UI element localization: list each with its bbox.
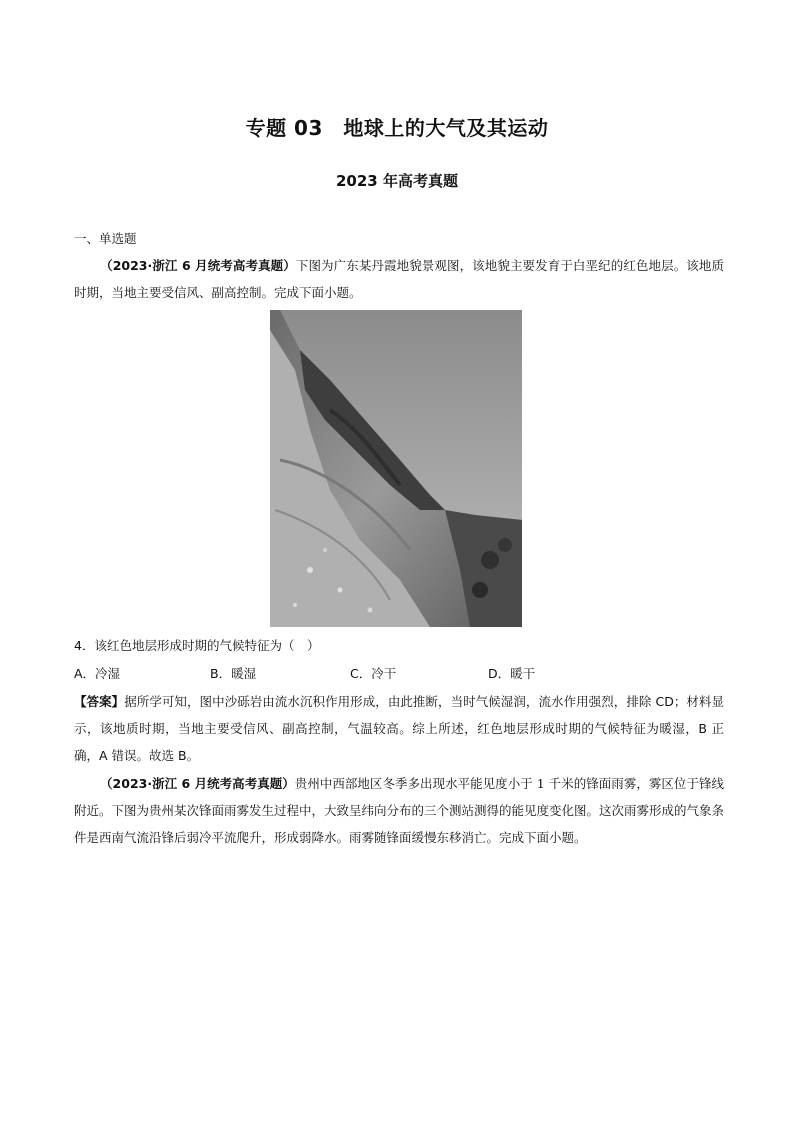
page-subtitle: 2023 年高考真题 [336,172,458,190]
answer-text: 据所学可知，图中沙砾岩由流水沉积作用形成，由此推断，当时气候湿润，流水作用强烈，排除 CD；材料显示，该地质时期，当地主要受信风、副高控制，气温较高。综上所述，红色地层形成时期的气候特征为暖湿，B 正确，A 错误。故选 B。 [74,694,724,763]
answer-block [74,688,724,769]
section-heading: 一、单选题 [74,231,137,246]
option-a[interactable]: A．冷湿 [74,666,121,681]
intro-text-2: 贵州中西部地区冬季多出现水平能见度小于 1 千米的锋面雨雾，雾区位于锋线附近。下图为贵州某次锋面雨雾发生过程中，大致呈纬向分布的三个测站测得的能见度变化图。这次雨雾形成的气象条件是西南气流沿锋后弱冷平流爬升，形成弱降水。雨雾随锋面缓慢东移消亡。完成下面小题。 [74,776,725,845]
option-c[interactable]: C．冷干 [350,666,397,681]
answer-tag: 【答案】 [74,694,125,709]
option-b[interactable]: B．暖湿 [210,666,257,681]
cliff-photo [270,310,522,627]
intro-text-1: 下图为广东某丹霞地貌景观图，该地貌主要发育于白垩纪的红色地层。该地质时期，当地主要受信风、副高控制。完成下面小题。 [74,258,724,300]
intro-paragraph-1 [74,252,724,306]
option-d[interactable]: D．暖干 [488,666,536,681]
source-label-1: （2023·浙江 6 月统考高考真题） [100,258,296,273]
source-label-2: （2023·浙江 6 月统考高考真题） [100,776,295,791]
page-title: 专题 03 地球上的大气及其运动 [245,116,549,140]
cliff-photo-icon [270,310,522,627]
intro-paragraph-2 [74,770,724,851]
question-4: 4．该红色地层形成时期的气候特征为（ ） [74,638,320,653]
